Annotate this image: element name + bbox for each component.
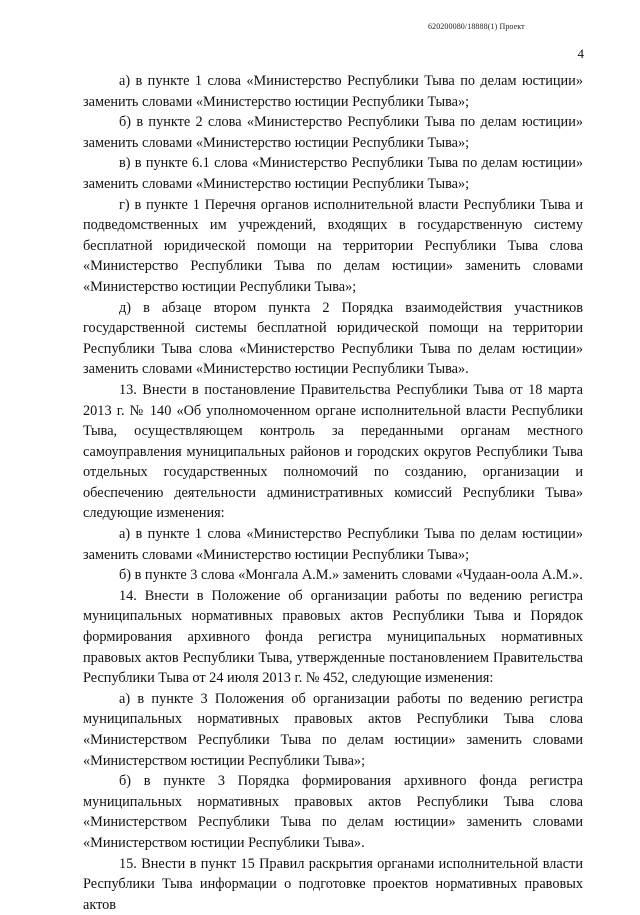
paragraph-14a: а) в пункте 3 Положения об организации работы по ведению регистра муниципальных нормативных правовых актов Республики Тыва слова «Министерством Республики Тыва по делам юстиции» заменить словами «Министерством юстиции Республики Тыва»; <box>83 690 583 769</box>
paragraph-12v: в) в пункте 6.1 слова «Министерство Республики Тыва по делам юстиции» заменить словами «Министерство юстиции Республики Тыва»; <box>83 155 583 192</box>
paragraph-13a: а) в пункте 1 слова «Министерство Республики Тыва по делам юстиции» заменить словами «Министерство юстиции Республики Тыва»; <box>83 526 583 563</box>
paragraph-12b: б) в пункте 2 слова «Министерство Республики Тыва по делам юстиции» заменить словами «Министерство юстиции Республики Тыва»; <box>83 114 583 151</box>
paragraph-13b: б) в пункте 3 слова «Монгала А.М.» заменить словами «Чудаан-оола А.М.». <box>119 567 583 584</box>
document-id: 620200080/18888(1) Проект <box>428 22 525 31</box>
paragraph-12d: д) в абзаце втором пункта 2 Порядка взаимодействия участников государственной системы бесплатной юридической помощи на территории Республики Тыва слова «Министерство Республики Тыва по делам юстиции» заменить словами «Министерство юстиции Республики Тыва». <box>83 299 583 378</box>
paragraph-15: 15. Внести в пункт 15 Правил раскрытия органами исполнительной власти Республики Тыва информации о подготовке проектов нормативных правовых актов <box>83 855 583 913</box>
paragraph-12a: а) в пункте 1 слова «Министерство Республики Тыва по делам юстиции» заменить словами «Министерство юстиции Республики Тыва»; <box>83 73 583 110</box>
document-body <box>83 71 583 915</box>
paragraph-13: 13. Внести в постановление Правительства Республики Тыва от 18 марта 2013 г. № 140 «Об уполномоченном органе исполнительной власти Республики Тыва, осуществляющем контроль за переданными органам местного самоуправления муниципальных районов и городских округов Республики Тыва отдельных государственных полномочий по созданию, организации и обеспечению деятельности административных комиссий Республики Тыва» следующие изменения: <box>83 381 583 522</box>
page-number: 4 <box>577 46 584 61</box>
paragraph-14: 14. Внести в Положение об организации работы по ведению регистра муниципальных нормативных правовых актов Республики Тыва и Порядок формирования архивного фонда регистра муниципальных нормативных правовых актов Республики Тыва, утвержденные постановлением Правительства Республики Тыва от 24 июля 2013 г. № 452, следующие изменения: <box>83 587 583 687</box>
paragraph-14b: б) в пункте 3 Порядка формирования архивного фонда регистра муниципальных нормативных правовых актов Республики Тыва слова «Министерством Республики Тыва по делам юстиции» заменить словами «Министерством юстиции Республики Тыва». <box>83 773 583 851</box>
paragraph-12g: г) в пункте 1 Перечня органов исполнительной власти Республики Тыва и подведомственных им учреждений, входящих в государственную систему бесплатной юридической помощи на территории Республики Тыва слова «Министерство Республики Тыва по делам юстиции» заменить словами «Министерство юстиции Республики Тыва»; <box>83 196 583 295</box>
